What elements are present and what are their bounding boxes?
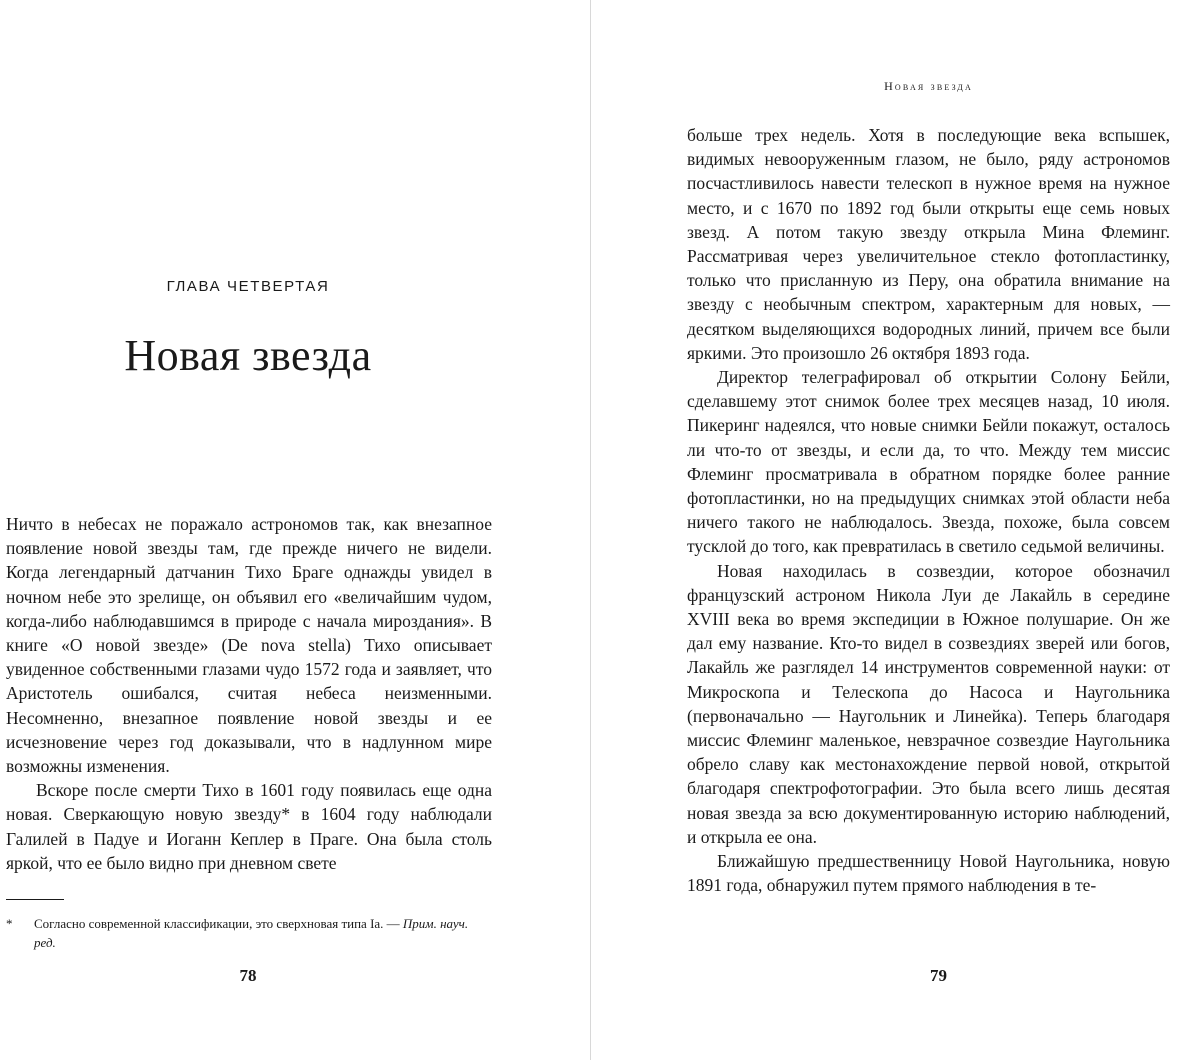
footnote-text: Согласно современной классификации, это сверхновая типа Ia. — — [34, 916, 403, 931]
footnote-rule — [6, 899, 64, 900]
footnote-mark: * — [6, 916, 13, 931]
footnote-text-wrap — [6, 914, 492, 952]
left-body-text — [6, 512, 492, 875]
page-number: 78 — [239, 966, 257, 985]
page-number: 79 — [930, 966, 947, 985]
paragraph: Ничто в небесах не поражало астрономов так, как внезапное появление новой звезды там, где прежде ничего не видели. Когда легендарный датчанин Тихо Браге однажды увидел в ночном небе это зрелище, он объявил его «величайшим чудом, когда-либо наблюдавшимся в природе с начала мироздания». В книге «О новой звезде» (De nova stella) Тихо описывает увиденное собственными глазами чудо 1572 года и заявляет, что Аристотель ошибался, считая небеса неизменными. Несомненно, внезапное появление новой звезды и ее исчезновение через год доказывали, что в надлунном мире возможны изменения. — [6, 514, 492, 777]
paragraph: Новая находилась в созвездии, которое обозначил французский астроном Никола Луи де Лакайль в середине XVIII века во время экспедиции в Южное полушарие. Он же дал ему название. Кто-то видел в созвездиях зверей или богов, Лакайль же разглядел 14 инструментов современной науки: от Микроскопа и Телескопа до Насоса и Наугольника (первоначально — Наугольник и Линейка). Теперь благодаря миссис Флеминг маленькое, невзрачное созвездие Наугольника обрело славу как местонахождение первой новой, открытой благодаря спектрофотографии. Это была всего лишь десятая новая звезда за всю документированную историю наблюдений, и открыла ее она. — [687, 560, 1170, 847]
paragraph: Директор телеграфировал об открытии Солону Бейли, сделавшему этот снимок более трех месяцев назад, 10 июля. Пикеринг надеялся, что новые снимки Бейли покажут, осталось ли что-то от звезды, и если да, то что. Между тем миссис Флеминг просматривала в обратном порядке более ранние фотопластинки, но на предыдущих снимках этой области неба ничего такого не наблюдалось. Звезда, похоже, была совсем тусклой до того, как превратилась в светило седьмой величины. — [687, 367, 1170, 557]
right-body-text — [687, 123, 1170, 898]
paragraph: Вскоре после смерти Тихо в 1601 году появилась еще одна новая. Сверкающую новую звезду* в 1604 году наблюдали Галилей в Падуе и Иоганн Кеплер в Праге. Она была столь яркой, что ее было видно при дневном свете — [6, 780, 492, 873]
chapter-label: ГЛАВА ЧЕТВЕРТАЯ — [166, 278, 330, 295]
paragraph: Ближайшую предшественницу Новой Наугольника, новую 1891 года, обнаружил путем прямого наблюдения в те- — [687, 851, 1170, 896]
footnote — [6, 914, 492, 952]
right-page — [591, 0, 1180, 1060]
running-head: Новая звезда — [884, 79, 973, 93]
chapter-title: Новая звезда — [124, 331, 372, 380]
paragraph: больше трех недель. Хотя в последующие века вспышек, видимых невооруженным глазом, не было, ряду астрономов посчастливилось навести телескоп в нужное время на нужное место, и с 1670 по 1892 год были открыты еще семь новых звезд. А потом такую звезду открыла Мина Флеминг. Рассматривая через увеличительное стекло фотопластинку, только что присланную из Перу, она обратила внимание на звезду с необычным спектром, характерным для новых, — десятком выделяющихся водородных линий, причем все были яркими. Это произошло 26 октября 1893 года. — [687, 125, 1170, 363]
footnote-editor-note: Прим. науч. ред. — [34, 916, 469, 950]
